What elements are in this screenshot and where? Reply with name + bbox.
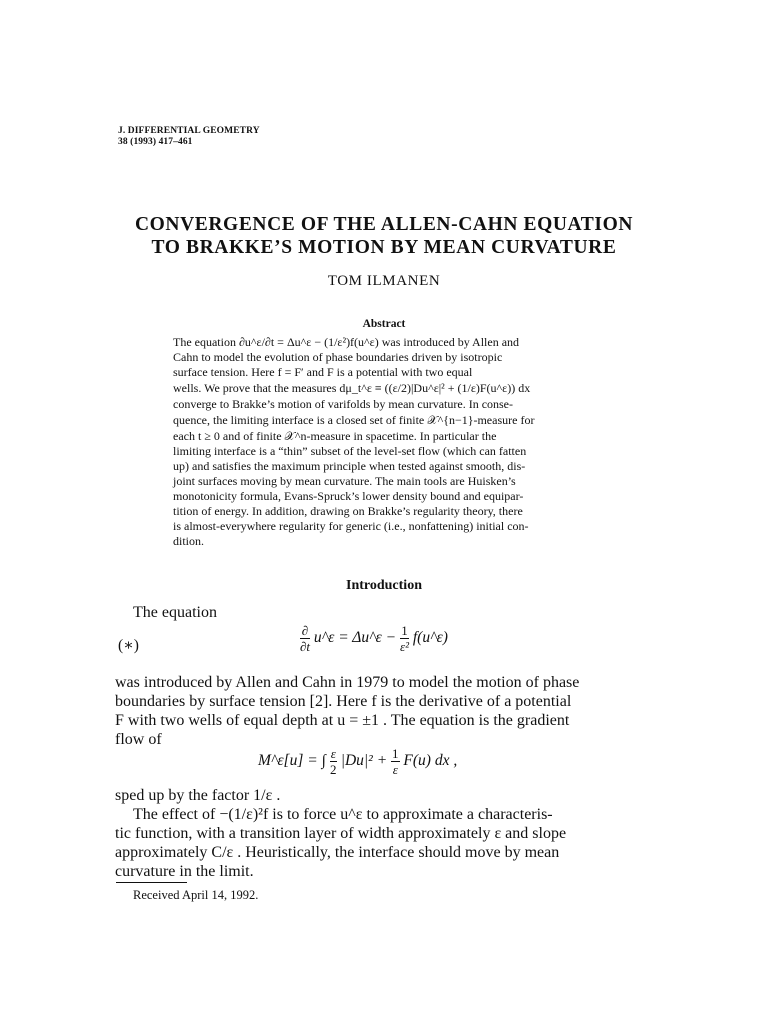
journal-volume: 38 (1993) 417–461 [118, 137, 193, 147]
abstract-heading: Abstract [362, 318, 406, 330]
footnote-rule [116, 882, 187, 883]
fraction-numerator: 1 [401, 623, 408, 638]
fraction-numerator: ∂ [301, 623, 309, 638]
title-line-1: CONVERGENCE OF THE ALLEN-CAHN EQUATION [134, 214, 634, 235]
equation-energy [258, 747, 457, 776]
body-line: boundaries by surface tension [2]. Here f is the derivative of a potential [115, 693, 572, 710]
fraction [300, 624, 310, 653]
intro-text: The equation [133, 604, 217, 621]
abstract-line: each t ≥ 0 and of finite 𝒳^n-measure in spacetime. In particular the [173, 429, 497, 443]
abstract-line: monotonicity formula, Evans-Spruck’s lower density bound and equipar- [173, 489, 524, 503]
fraction-denominator: ε² [399, 639, 409, 654]
fraction-numerator: 1 [392, 746, 399, 761]
equation-tail: F(u) dx , [403, 752, 458, 770]
journal-name: J. DIFFERENTIAL GEOMETRY [118, 126, 260, 136]
journal-header [118, 126, 260, 148]
fraction-numerator: ε [330, 746, 336, 761]
abstract-line: joint surfaces moving by mean curvature. The main tools are Huisken’s [173, 474, 516, 488]
abstract-line: is almost-everywhere regularity for generic (i.e., nonfattening) initial con- [173, 519, 529, 533]
equation-middle: u^ε = Δu^ε − [313, 629, 397, 647]
abstract-line: converge to Brakke’s motion of varifolds by mean curvature. In conse- [173, 397, 514, 411]
abstract-line: quence, the limiting interface is a closed set of finite 𝒳^{n−1}-measure for [173, 413, 535, 427]
fraction [330, 747, 337, 776]
abstract-line: tition of energy. In addition, drawing on Brakke’s regularity theory, there [173, 504, 523, 518]
body-line: The effect of −(1/ε)²f is to force u^ε to approximate a characteris- [133, 806, 553, 823]
fraction-denominator: 2 [330, 762, 337, 777]
equation-tail: f(u^ε) [412, 629, 448, 647]
fraction-denominator: ∂t [300, 639, 311, 654]
abstract-line: up) and satisfies the maximum principle when tested against smooth, dis- [173, 459, 526, 473]
equation-star [300, 624, 448, 653]
abstract-line: Cahn to model the evolution of phase boundaries driven by isotropic [173, 350, 503, 364]
abstract-line: dition. [173, 534, 205, 548]
body-line: was introduced by Allen and Cahn in 1979 to model the motion of phase [115, 674, 580, 691]
body-line: F with two wells of equal depth at u = ±1 . The equation is the gradient [115, 712, 570, 729]
introduction-heading: Introduction [346, 578, 422, 593]
equation-label: (∗) [118, 637, 139, 654]
author-name: TOM ILMANEN [327, 273, 441, 289]
body-line: curvature in the limit. [115, 863, 254, 880]
body-line: approximately C/ε . Heuristically, the interface should move by mean [115, 844, 560, 861]
equation-lhs: M^ε[u] = ∫ [258, 752, 326, 770]
received-date: Received April 14, 1992. [133, 888, 259, 902]
fraction-denominator: ε [392, 762, 398, 777]
abstract-line: surface tension. Here f = F′ and F is a potential with two equal [173, 365, 473, 379]
equation-middle: |Du|² + [340, 752, 388, 770]
title-line-2: TO BRAKKE’S MOTION BY MEAN CURVATURE [151, 237, 617, 258]
body-line: tic function, with a transition layer of width approximately ε and slope [115, 825, 567, 842]
paper-title [0, 213, 768, 259]
body-line: sped up by the factor 1/ε . [115, 787, 281, 804]
abstract-line: The equation ∂u^ε/∂t = Δu^ε − (1/ε²)f(u^ε) was introduced by Allen and [173, 335, 520, 349]
abstract-line: limiting interface is a “thin” subset of the level-set flow (which can fatten [173, 444, 527, 458]
abstract-line: wells. We prove that the measures dμ_t^ε ≡ ((ε/2)|Du^ε|² + (1/ε)F(u^ε)) dx [173, 381, 531, 395]
fraction [400, 624, 409, 653]
body-line: flow of [115, 731, 162, 748]
fraction [391, 747, 400, 776]
